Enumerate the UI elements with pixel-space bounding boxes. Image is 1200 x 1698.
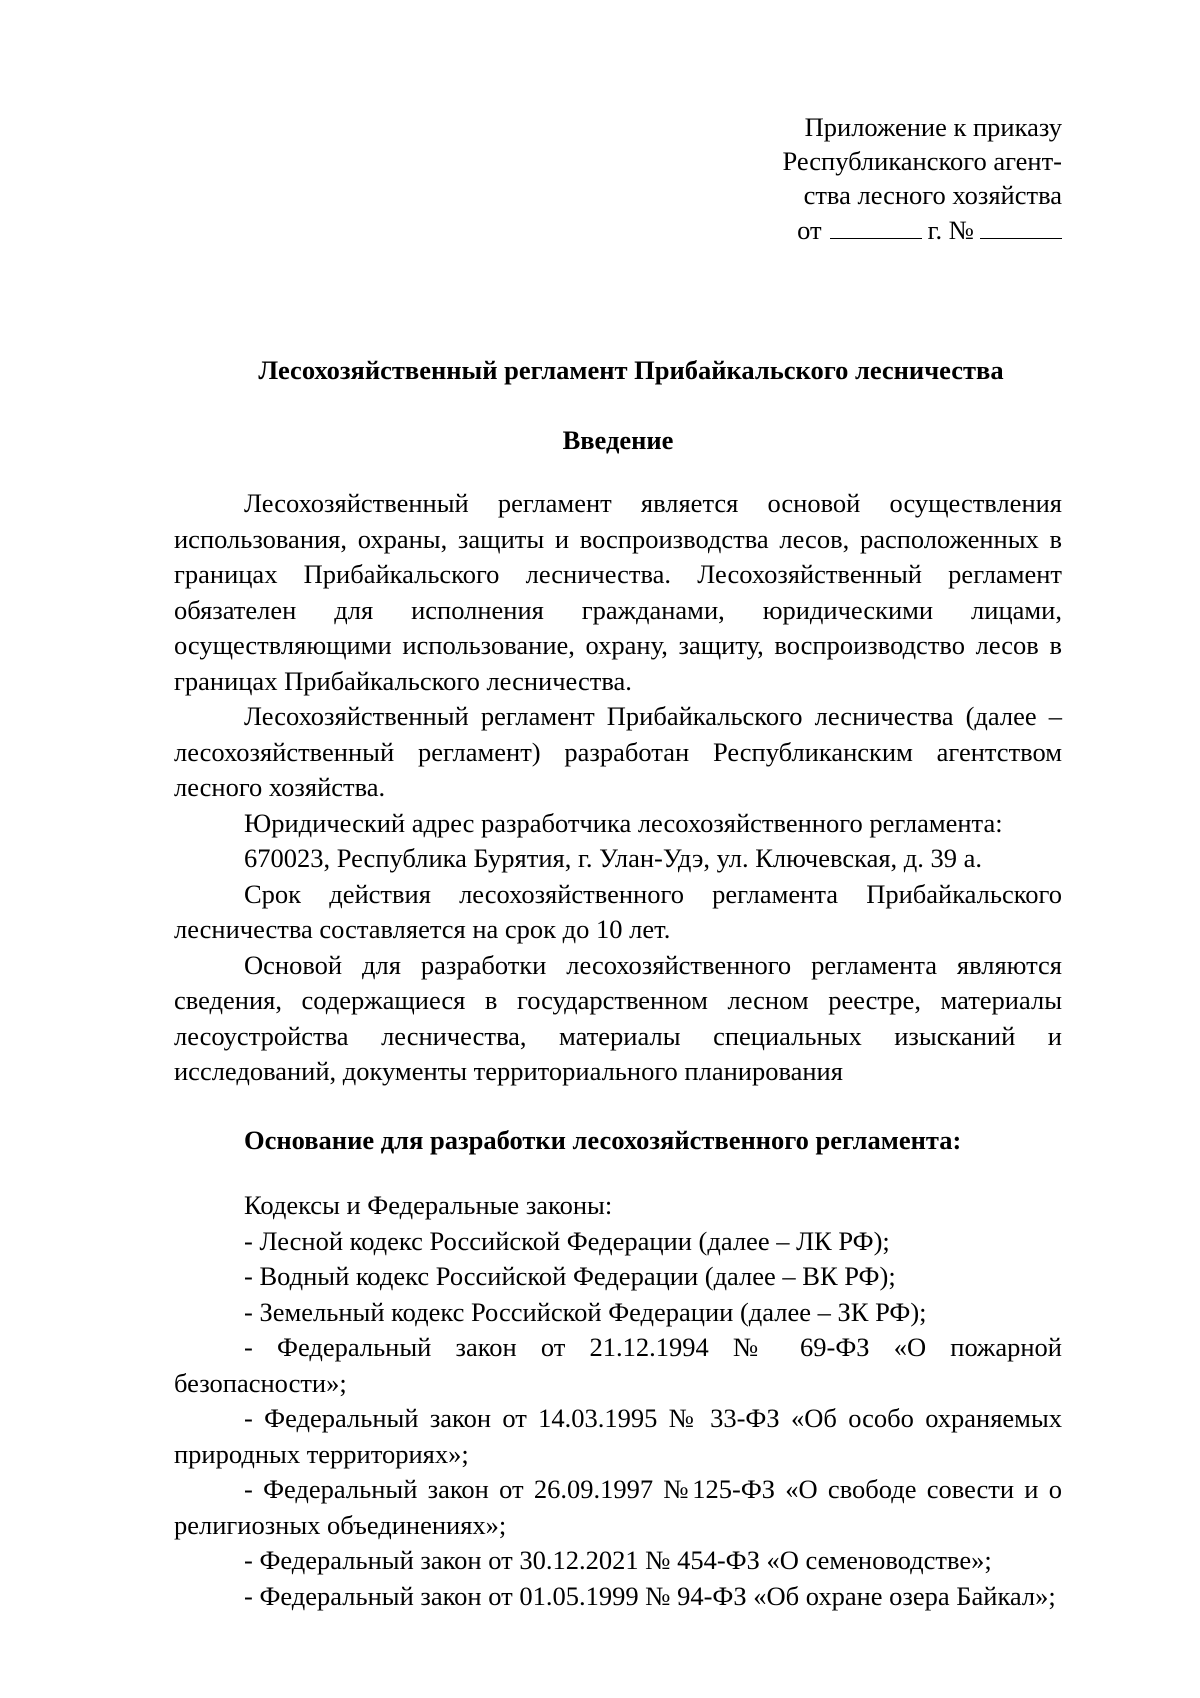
intro-paragraph: Юридический адрес разработчика лесохозяйственного регламента:	[244, 807, 1003, 838]
intro-paragraph: Лесохозяйственный регламент Прибайкальского лесничества (далее – лесохозяйственный регламент) разработан Республиканским агентством лесного хозяйства.	[174, 701, 1062, 802]
law-item: - Земельный кодекс Российской Федерации (далее – ЗК РФ);	[244, 1296, 927, 1327]
document-body	[174, 110, 1062, 1614]
intro-paragraph: Лесохозяйственный регламент является основой осуществления использования, охраны, защиты и воспроизводства лесов, расположенных в границах Прибайкальского лесничества. Лесохозяйственный регламент обязателен для исполнения гражданами, юридическими лицами, осуществляющими использование, охрану, защиту, воспроизводство лесов в границах Прибайкальского лесничества.	[174, 488, 1062, 696]
law-item: - Федеральный закон от 14.03.1995 № 33-ФЗ «Об особо охраняемых природных территориях»;	[174, 1403, 1062, 1469]
attachment-line-3: ства лесного хозяйства	[803, 180, 1062, 210]
attachment-block	[734, 110, 1062, 247]
law-item: - Водный кодекс Российской Федерации (далее – ВК РФ);	[244, 1261, 896, 1291]
law-item: - Лесной кодекс Российской Федерации (далее – ЛК РФ);	[244, 1225, 890, 1256]
intro-section	[174, 486, 1062, 1090]
document-title: Лесохозяйственный регламент Прибайкальского лесничества	[258, 355, 1004, 385]
law-item: - Федеральный закон от 21.12.1994 № 69-ФЗ «О пожарной безопасности»;	[174, 1332, 1062, 1398]
laws-intro: Кодексы и Федеральные законы:	[244, 1190, 613, 1220]
date-prefix: от	[797, 215, 822, 245]
number-blank-field	[980, 212, 1062, 239]
intro-heading: Введение	[562, 424, 674, 455]
attachment-line-1: Приложение к приказу	[804, 112, 1062, 142]
laws-section	[174, 1188, 1062, 1614]
intro-paragraph: 670023, Республика Бурятия, г. Улан-Удэ, ул. Ключевская, д. 39 а.	[244, 843, 983, 873]
date-blank-field	[830, 212, 922, 239]
attachment-date-line	[734, 212, 1062, 247]
attachment-line-2: Республиканского агент-	[782, 146, 1062, 176]
law-item: - Федеральный закон от 01.05.1999 № 94-ФЗ «Об охране озера Байкал»;	[244, 1580, 1056, 1611]
intro-paragraph: Основой для разработки лесохозяйственного регламента являются сведения, содержащиеся в государственном лесном реестре, материалы лесоустройства лесничества, материалы специальных изысканий и исследований, документы территориального планирования	[174, 949, 1062, 1086]
intro-paragraph: Срок действия лесохозяйственного регламента Прибайкальского лесничества составляется на срок до 10 лет.	[174, 878, 1062, 944]
basis-heading: Основание для разработки лесохозяйственного регламента:	[244, 1124, 962, 1155]
number-prefix: г. №	[927, 215, 974, 245]
law-item: - Федеральный закон от 30.12.2021 № 454-ФЗ «О семеноводстве»;	[244, 1545, 992, 1575]
law-item: - Федеральный закон от 26.09.1997 №125-ФЗ «О свободе совести и о религиозных объединениях»;	[174, 1474, 1062, 1540]
